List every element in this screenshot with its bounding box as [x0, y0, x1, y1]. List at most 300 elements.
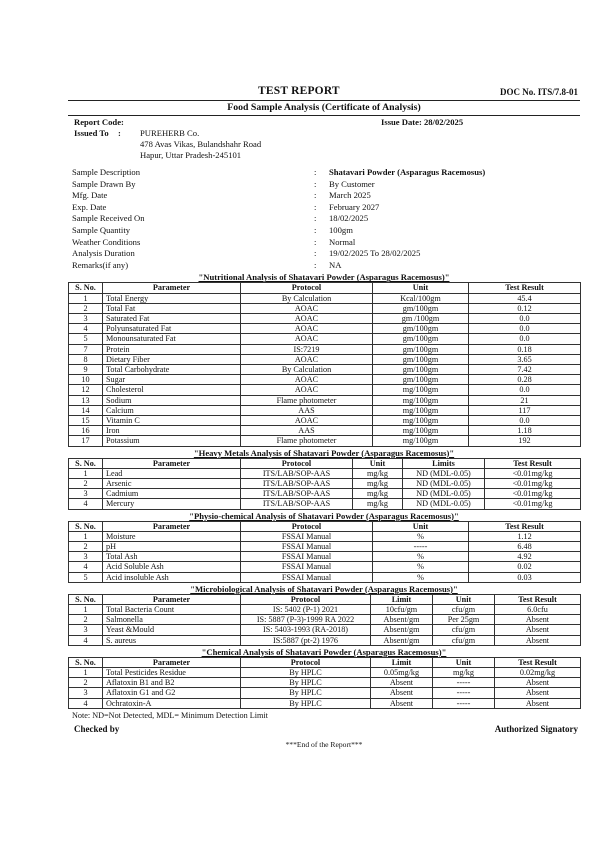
physio-title: "Physio-chemical Analysis of Shatavari Powder (Asparagus Racemosus)" [189, 510, 459, 521]
table-row [69, 354, 581, 364]
physio-column-header: Protocol [241, 521, 373, 531]
company-name: PUREHERB Co. [140, 128, 200, 138]
table-cell: % [373, 531, 469, 541]
physio-column-header: Unit [373, 521, 469, 531]
table-cell: mg/100gm [373, 436, 469, 446]
table-cell: 0.12 [469, 303, 581, 313]
chemical-column-header: Parameter [103, 657, 241, 667]
table-cell: 45.4 [469, 293, 581, 303]
table-cell: 0.02 [469, 562, 581, 572]
table-cell: Acid insoluble Ash [103, 572, 241, 582]
table-cell: Cadmium [103, 489, 241, 499]
table-cell: Absent [495, 698, 581, 708]
footnote: Note: ND=Not Detected, MDL= Minimum Detection Limit [72, 710, 268, 720]
sample-info-label: Mfg. Date [72, 190, 108, 201]
chemical-table [68, 657, 581, 709]
table-cell: 7 [69, 344, 103, 354]
table-cell: ND (MDL-0.05) [403, 468, 485, 478]
heavy-metals-table [68, 458, 581, 510]
report-code-label: Report Code: [74, 117, 124, 127]
table-cell: Absent [495, 678, 581, 688]
issued-to-row [68, 128, 580, 139]
report-header [68, 84, 580, 100]
table-cell: 8 [69, 354, 103, 364]
sample-info-value: 18/02/2025 [329, 213, 369, 224]
sample-info-value: 19/02/2025 To 28/02/2025 [329, 248, 421, 259]
table-cell: IS:5887 (pt-2) 1976 [241, 635, 371, 645]
table-cell: % [373, 552, 469, 562]
table-cell: FSSAI Manual [241, 531, 373, 541]
table-cell: Lead [103, 468, 241, 478]
chemical-column-header: S. No. [69, 657, 103, 667]
table-cell: By Calculation [241, 293, 373, 303]
sample-info [68, 167, 580, 271]
table-cell: AOAC [241, 313, 373, 323]
table-cell: Potassium [103, 436, 241, 446]
sample-info-row [68, 225, 580, 237]
report-code-row [68, 117, 580, 128]
table-cell: 0.03 [469, 572, 581, 582]
table-cell: IS: 5403-1993 (RA-2018) [241, 625, 371, 635]
sample-info-colon: : [314, 213, 317, 224]
table-cell: mg/kg [353, 468, 403, 478]
table-cell: 6.0cfu [495, 605, 581, 615]
nutritional-table [68, 282, 581, 446]
table-cell: 1.12 [469, 531, 581, 541]
table-cell: 2 [69, 678, 103, 688]
chemical-title: "Chemical Analysis of Shatavari Powder (Asparagus Racemosus)" [201, 646, 447, 657]
table-cell: Absent [371, 688, 433, 698]
table-row [69, 293, 581, 303]
table-cell: AAS [241, 426, 373, 436]
divider [68, 115, 580, 116]
table-cell: <0.01mg/kg [485, 489, 581, 499]
table-row [69, 562, 581, 572]
table-cell: FSSAI Manual [241, 562, 373, 572]
sample-info-colon: : [314, 236, 317, 247]
table-cell: IS:7219 [241, 344, 373, 354]
table-cell: Total Fat [103, 303, 241, 313]
table-cell: IS: 5402 (P-1) 2021 [241, 605, 371, 615]
micro-title: "Microbiological Analysis of Shatavari Powder (Asparagus Racemosus)" [190, 583, 458, 594]
table-cell: mg/100gm [373, 385, 469, 395]
table-cell: ITS/LAB/SOP-AAS [241, 489, 353, 499]
address-line-1: 478 Avas Vikas, Bulandshahr Road [140, 139, 262, 149]
authorized-signatory: Authorized Signatory [494, 723, 578, 734]
table-cell: Flame photometer [241, 436, 373, 446]
table-cell: Flame photometer [241, 395, 373, 405]
report-title: TEST REPORT [258, 85, 340, 97]
table-cell: AAS [241, 405, 373, 415]
table-cell: AOAC [241, 385, 373, 395]
chemical-header-row [69, 657, 581, 667]
table-cell: 1 [69, 293, 103, 303]
micro-column-header: Protocol [241, 594, 371, 604]
table-cell: 4 [69, 499, 103, 509]
table-cell: 1 [69, 668, 103, 678]
table-cell: IS: 5887 (P-3)-1999 RA 2022 [241, 615, 371, 625]
table-cell: Polyunsaturated Fat [103, 324, 241, 334]
chemical-column-header: Limit [371, 657, 433, 667]
table-cell: 1 [69, 605, 103, 615]
table-cell: Absent/gm [371, 625, 433, 635]
nutritional-header-row [69, 283, 581, 293]
table-cell: AOAC [241, 375, 373, 385]
nutritional-title: "Nutritional Analysis of Shatavari Powder (Asparagus Racemosus)" [198, 272, 450, 283]
chemical-column-header: Test Result [495, 657, 581, 667]
table-cell: 1 [69, 531, 103, 541]
table-cell: FSSAI Manual [241, 542, 373, 552]
table-cell: 21 [469, 395, 581, 405]
table-cell: mg/100gm [373, 426, 469, 436]
table-cell: Ochratoxin-A [103, 698, 241, 708]
sample-info-colon: : [314, 201, 317, 212]
doc-number: DOC No. ITS/7.8-01 [499, 87, 578, 97]
table-cell: ----- [433, 688, 495, 698]
table-row [69, 531, 581, 541]
nutritional-column-header: S. No. [69, 283, 103, 293]
table-row [69, 668, 581, 678]
table-cell: mg/100gm [373, 395, 469, 405]
table-cell: Salmonella [103, 615, 241, 625]
heavy-metals-title: "Heavy Metals Analysis of Shatavari Powder (Asparagus Racemosus)" [193, 447, 455, 458]
table-row [69, 635, 581, 645]
table-cell: 0.28 [469, 375, 581, 385]
sample-info-value: NA [329, 259, 342, 270]
table-cell: 2 [69, 303, 103, 313]
table-cell: 10 [69, 375, 103, 385]
table-cell: FSSAI Manual [241, 572, 373, 582]
sample-info-colon: : [314, 248, 317, 259]
table-cell: 3 [69, 552, 103, 562]
sample-info-row [68, 248, 580, 260]
report-page [68, 84, 580, 749]
micro-column-header: Parameter [103, 594, 241, 604]
address-line [68, 139, 580, 150]
issue-date: Issue Date: 28/02/2025 [381, 117, 464, 127]
table-cell: 0.0 [469, 385, 581, 395]
table-cell: AOAC [241, 303, 373, 313]
table-cell: 4 [69, 698, 103, 708]
table-cell: 14 [69, 405, 103, 415]
table-cell: 16 [69, 426, 103, 436]
table-cell: Total Ash [103, 552, 241, 562]
table-cell: 1.18 [469, 426, 581, 436]
table-cell: cfu/gm [433, 625, 495, 635]
table-cell: 6.48 [469, 542, 581, 552]
table-row [69, 688, 581, 698]
table-cell: Total Energy [103, 293, 241, 303]
table-cell: ND (MDL-0.05) [403, 489, 485, 499]
table-cell: Sugar [103, 375, 241, 385]
table-cell: Absent [371, 678, 433, 688]
table-cell: 0.02mg/kg [495, 668, 581, 678]
table-cell: mg/kg [353, 499, 403, 509]
table-cell: Protein [103, 344, 241, 354]
table-cell: Monounsaturated Fat [103, 334, 241, 344]
nutritional-column-header: Test Result [469, 283, 581, 293]
table-cell: 15 [69, 415, 103, 425]
table-cell: 13 [69, 395, 103, 405]
table-cell: Absent/gm [371, 635, 433, 645]
table-cell: Sodium [103, 395, 241, 405]
sample-info-value: February 2027 [329, 201, 380, 212]
heavy-metals-column-header: Parameter [103, 458, 241, 468]
table-cell: % [373, 572, 469, 582]
nutritional-column-header: Parameter [103, 283, 241, 293]
table-cell: cfu/gm [433, 635, 495, 645]
table-cell: ND (MDL-0.05) [403, 499, 485, 509]
table-cell: 10cfu/gm [371, 605, 433, 615]
sample-info-row [68, 213, 580, 225]
table-cell: 4 [69, 562, 103, 572]
table-cell: 2 [69, 479, 103, 489]
micro-table [68, 594, 581, 646]
table-cell: By HPLC [241, 678, 371, 688]
table-cell: ND (MDL-0.05) [403, 479, 485, 489]
table-cell: Absent [495, 615, 581, 625]
table-row [69, 625, 581, 635]
table-cell: Aflatoxin G1 and G2 [103, 688, 241, 698]
table-row [69, 436, 581, 446]
table-cell: FSSAI Manual [241, 552, 373, 562]
table-cell: 4.92 [469, 552, 581, 562]
table-cell: ----- [433, 698, 495, 708]
table-cell: gm /100gm [373, 313, 469, 323]
issued-to-colon: : [118, 128, 121, 138]
sample-info-colon: : [314, 259, 317, 270]
table-cell: <0.01mg/kg [485, 479, 581, 489]
table-cell: mg/100gm [373, 415, 469, 425]
table-row [69, 468, 581, 478]
table-cell: 117 [469, 405, 581, 415]
heavy-metals-column-header: Limits [403, 458, 485, 468]
table-cell: Kcal/100gm [373, 293, 469, 303]
table-row [69, 572, 581, 582]
table-cell: 5 [69, 572, 103, 582]
physio-table [68, 521, 581, 583]
table-cell: 9 [69, 364, 103, 374]
table-row [69, 313, 581, 323]
table-cell: By HPLC [241, 698, 371, 708]
end-of-report: ***End of the Report*** [285, 739, 363, 749]
sample-info-value: 100gm [329, 224, 353, 235]
table-cell: 3 [69, 625, 103, 635]
signature-row [68, 722, 580, 736]
table-cell: <0.01mg/kg [485, 499, 581, 509]
nutritional-column-header: Protocol [241, 283, 373, 293]
table-row [69, 303, 581, 313]
table-cell: AOAC [241, 415, 373, 425]
table-cell: By HPLC [241, 688, 371, 698]
heavy-metals-column-header: Unit [353, 458, 403, 468]
table-row [69, 395, 581, 405]
chemical-column-header: Protocol [241, 657, 371, 667]
heavy-metals-column-header: S. No. [69, 458, 103, 468]
table-cell: Yeast &Mould [103, 625, 241, 635]
sample-info-value: By Customer [329, 178, 375, 189]
sample-info-label: Sample Received On [72, 213, 145, 224]
table-cell: 2 [69, 615, 103, 625]
table-cell: Acid Soluble Ash [103, 562, 241, 572]
table-cell: ----- [373, 542, 469, 552]
sample-info-colon: : [314, 167, 317, 177]
table-cell: Vitamin C [103, 415, 241, 425]
sample-info-value: Shatavari Powder (Asparagus Racemosus) [329, 167, 486, 177]
sample-info-row [68, 190, 580, 202]
table-cell: 0.0 [469, 415, 581, 425]
table-cell: Absent/gm [371, 615, 433, 625]
address-line [68, 150, 580, 161]
table-row [69, 542, 581, 552]
table-cell: 4 [69, 635, 103, 645]
table-cell: Total Pesticides Residue [103, 668, 241, 678]
heavy-metals-header-row [69, 458, 581, 468]
table-cell: Moisture [103, 531, 241, 541]
sample-info-value: March 2025 [329, 190, 371, 201]
table-cell: Arsenic [103, 479, 241, 489]
table-cell: mg/100gm [373, 405, 469, 415]
table-row [69, 698, 581, 708]
table-cell: Total Bacteria Count [103, 605, 241, 615]
physio-column-header: Test Result [469, 521, 581, 531]
sample-info-colon: : [314, 178, 317, 189]
table-cell: ITS/LAB/SOP-AAS [241, 499, 353, 509]
physio-header-row [69, 521, 581, 531]
table-cell: gm/100gm [373, 303, 469, 313]
table-cell: Total Carbohydrate [103, 364, 241, 374]
address-line-2: Hapur, Uttar Pradesh-245101 [140, 150, 242, 160]
table-cell: 3 [69, 313, 103, 323]
sample-info-label: Weather Conditions [72, 236, 141, 247]
table-cell: 12 [69, 385, 103, 395]
table-cell: ITS/LAB/SOP-AAS [241, 468, 353, 478]
table-cell: gm/100gm [373, 364, 469, 374]
issued-to-label: Issued To [74, 128, 109, 138]
table-row [69, 385, 581, 395]
table-cell: Dietary Fiber [103, 354, 241, 364]
nutritional-column-header: Unit [373, 283, 469, 293]
sample-info-row [68, 202, 580, 214]
table-cell: Per 25gm [433, 615, 495, 625]
table-row [69, 364, 581, 374]
table-cell: gm/100gm [373, 324, 469, 334]
heavy-metals-column-header: Protocol [241, 458, 353, 468]
table-cell: 4 [69, 324, 103, 334]
table-cell: 7.42 [469, 364, 581, 374]
sample-info-label: Sample Drawn By [72, 178, 136, 189]
table-row [69, 344, 581, 354]
table-cell: gm/100gm [373, 375, 469, 385]
sample-info-label: Analysis Duration [72, 248, 135, 259]
table-cell: Cholesterol [103, 385, 241, 395]
sample-info-label: Sample Quantity [72, 224, 130, 235]
table-row [69, 605, 581, 615]
table-cell: AOAC [241, 334, 373, 344]
micro-column-header: Limit [371, 594, 433, 604]
table-cell: gm/100gm [373, 334, 469, 344]
table-cell: Aflatoxin B1 and B2 [103, 678, 241, 688]
table-row [69, 415, 581, 425]
table-cell: AOAC [241, 354, 373, 364]
table-cell: % [373, 562, 469, 572]
sample-info-row [68, 260, 580, 272]
table-cell: 192 [469, 436, 581, 446]
table-cell: Absent [495, 635, 581, 645]
sample-info-row [68, 167, 580, 179]
table-cell: 17 [69, 436, 103, 446]
table-cell: 0.0 [469, 324, 581, 334]
sample-info-row [68, 179, 580, 191]
table-cell: Absent [495, 688, 581, 698]
table-cell: Saturated Fat [103, 313, 241, 323]
sample-info-label: Sample Description [72, 167, 141, 177]
sample-info-colon: : [314, 224, 317, 235]
table-cell: gm/100gm [373, 344, 469, 354]
sample-info-label: Remarks(if any) [72, 259, 129, 270]
chemical-column-header: Unit [433, 657, 495, 667]
table-row [69, 324, 581, 334]
table-row [69, 405, 581, 415]
table-cell: Absent [495, 625, 581, 635]
sample-info-colon: : [314, 190, 317, 201]
table-cell: cfu/gm [433, 605, 495, 615]
table-row [69, 499, 581, 509]
table-cell: 0.0 [469, 334, 581, 344]
table-cell: mg/kg [353, 489, 403, 499]
table-cell: Absent [371, 698, 433, 708]
table-row [69, 678, 581, 688]
physio-column-header: Parameter [103, 521, 241, 531]
table-cell: By Calculation [241, 364, 373, 374]
table-row [69, 426, 581, 436]
table-cell: mg/kg [433, 668, 495, 678]
table-cell: AOAC [241, 324, 373, 334]
table-cell: gm/100gm [373, 354, 469, 364]
table-cell: 3 [69, 489, 103, 499]
sample-info-value: Normal [329, 236, 356, 247]
report-subtitle: Food Sample Analysis (Certificate of Analysis) [227, 102, 421, 113]
table-cell: By HPLC [241, 668, 371, 678]
table-row [69, 479, 581, 489]
table-cell: 0.18 [469, 344, 581, 354]
table-cell: pH [103, 542, 241, 552]
table-cell: mg/kg [353, 479, 403, 489]
heavy-metals-column-header: Test Result [485, 458, 581, 468]
micro-column-header: S. No. [69, 594, 103, 604]
table-cell: <0.01mg/kg [485, 468, 581, 478]
table-cell: ITS/LAB/SOP-AAS [241, 479, 353, 489]
table-cell: 2 [69, 542, 103, 552]
table-cell: 1 [69, 468, 103, 478]
table-cell: ----- [433, 678, 495, 688]
table-cell: S. aureus [103, 635, 241, 645]
table-cell: 3.65 [469, 354, 581, 364]
sample-info-row [68, 237, 580, 249]
table-cell: 0.05mg/kg [371, 668, 433, 678]
table-row [69, 375, 581, 385]
table-row [69, 552, 581, 562]
table-cell: Iron [103, 426, 241, 436]
table-cell: 5 [69, 334, 103, 344]
micro-column-header: Test Result [495, 594, 581, 604]
table-row [69, 334, 581, 344]
table-row [69, 489, 581, 499]
micro-header-row [69, 594, 581, 604]
table-cell: Mercury [103, 499, 241, 509]
sample-info-label: Exp. Date [72, 201, 107, 212]
checked-by: Checked by [74, 723, 120, 734]
